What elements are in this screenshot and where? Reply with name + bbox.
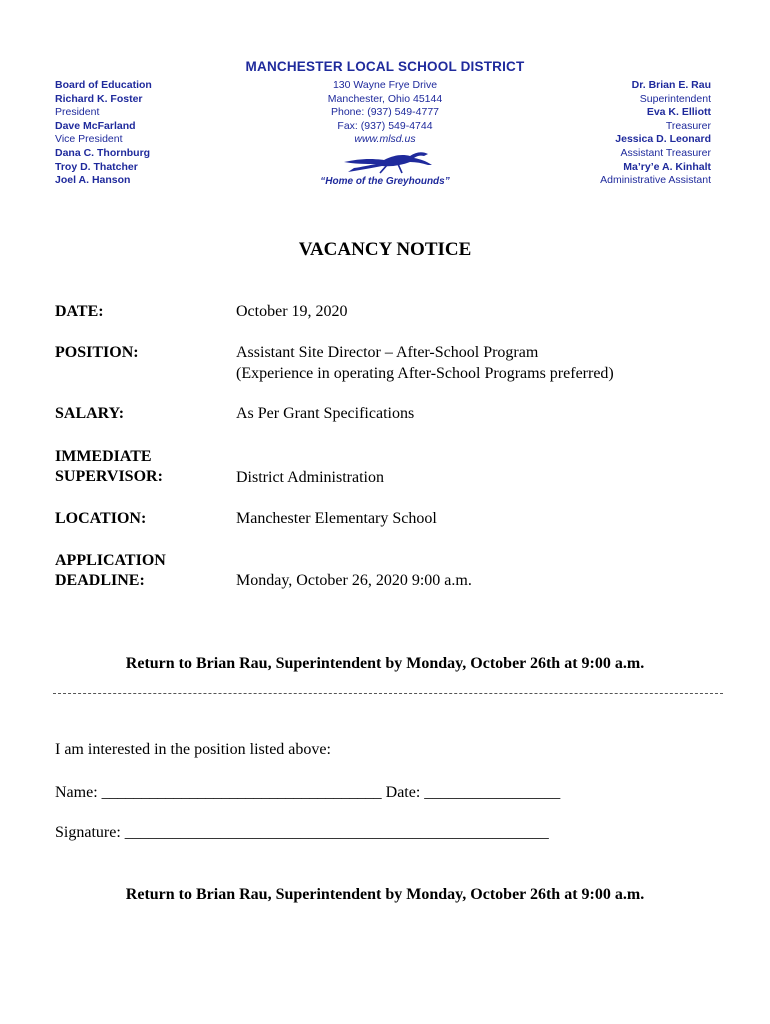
staff-name: Jessica D. Leonard	[615, 133, 711, 146]
deadline-label-line-1: APPLICATION	[55, 552, 166, 569]
board-member-name: Dana C. Thornburg	[55, 146, 151, 159]
board-heading: Board of Education	[55, 79, 152, 91]
address-city: Manchester, Ohio 45144	[327, 92, 443, 105]
position-label: POSITION:	[55, 344, 139, 361]
deadline-label	[55, 551, 166, 591]
deadline-value: Monday, October 26, 2020 9:00 a.m.	[236, 572, 472, 589]
board-member-role: Vice President	[55, 133, 123, 146]
board-member-name: Richard K. Foster	[55, 92, 143, 105]
address-street: 130 Wayne Frye Drive	[332, 79, 438, 91]
address-phone: Phone: (937) 549-4777	[331, 106, 439, 119]
salary-value: As Per Grant Specifications	[236, 405, 415, 422]
cut-line-divider	[53, 693, 723, 694]
position-note: (Experience in operating After-School Programs preferred)	[236, 365, 614, 382]
position-value: Assistant Site Director – After-School Program	[236, 344, 539, 361]
staff-name: Dr. Brian E. Rau	[631, 79, 711, 91]
deadline-label-line-2: DEADLINE:	[55, 572, 145, 589]
supervisor-label-line-2: SUPERVISOR:	[55, 468, 163, 485]
greyhound-logo-icon	[340, 146, 436, 174]
page-title: VACANCY NOTICE	[298, 239, 472, 260]
district-name: MANCHESTER LOCAL SCHOOL DISTRICT	[245, 59, 525, 74]
staff-role: Treasurer	[665, 119, 711, 132]
salary-label: SALARY:	[55, 405, 125, 422]
address-fax: Fax: (937) 549-4744	[337, 119, 433, 132]
board-member-name: Troy D. Thatcher	[55, 160, 138, 173]
staff-role: Administrative Assistant	[600, 174, 711, 187]
district-website-link[interactable]: www.mlsd.us	[354, 133, 416, 146]
supervisor-label	[55, 447, 163, 487]
district-tagline: “Home of the Greyhounds”	[320, 176, 450, 187]
return-instructions: Return to Brian Rau, Superintendent by Monday, October 26th at 9:00 a.m.	[125, 655, 645, 672]
staff-role: Superintendent	[639, 92, 711, 105]
district-address	[235, 79, 535, 147]
date-label: DATE:	[55, 303, 104, 320]
supervisor-label-line-1: IMMEDIATE	[55, 448, 152, 465]
board-member-name: Joel A. Hanson	[55, 174, 131, 187]
footer-return-instructions: Return to Brian Rau, Superintendent by Monday, October 26th at 9:00 a.m.	[125, 886, 645, 903]
interest-statement: I am interested in the position listed above:	[55, 741, 331, 758]
signature-field[interactable]: Signature: _____________________________________________________	[55, 824, 549, 841]
staff-name: Ma’ry’e A. Kinhalt	[623, 160, 711, 173]
name-date-field[interactable]: Name: ___________________________________ Date: _________________	[55, 784, 561, 801]
board-member-role: President	[55, 106, 100, 119]
staff-role: Assistant Treasurer	[620, 146, 711, 159]
date-value: October 19, 2020	[236, 303, 348, 320]
location-value: Manchester Elementary School	[236, 510, 437, 527]
board-list	[55, 79, 255, 188]
staff-name: Eva K. Elliott	[646, 106, 711, 119]
location-label: LOCATION:	[55, 510, 147, 527]
supervisor-value: District Administration	[236, 469, 384, 486]
staff-list	[491, 79, 711, 188]
board-member-name: Dave McFarland	[55, 119, 136, 132]
